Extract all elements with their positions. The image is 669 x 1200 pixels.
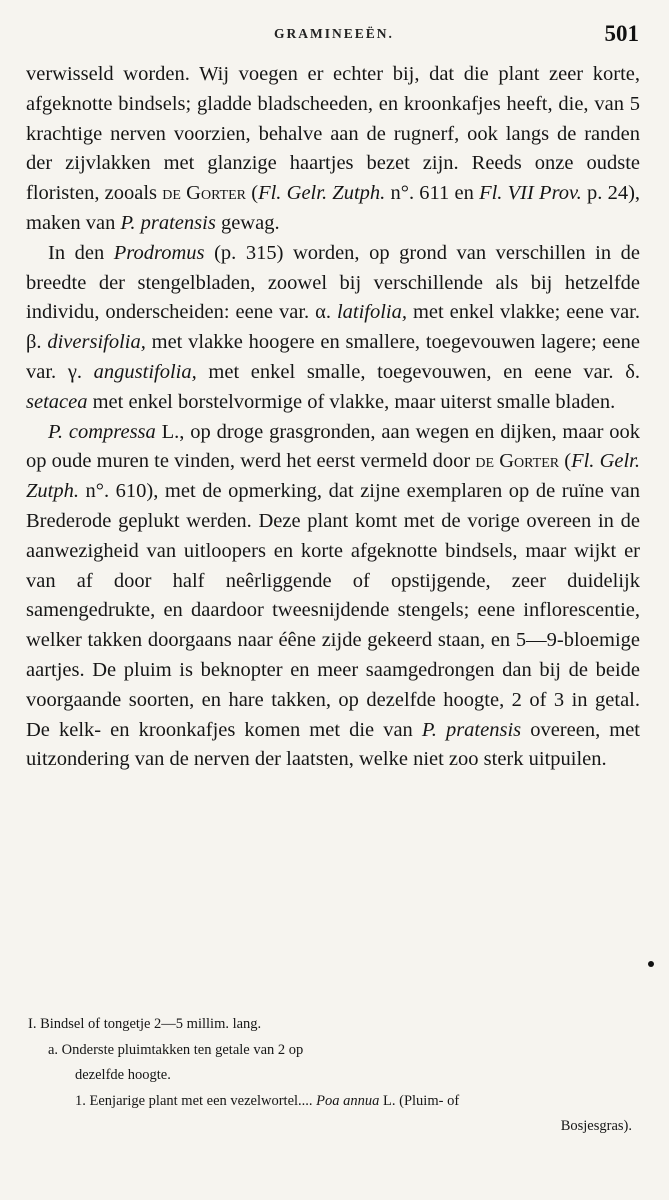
paragraph-segment: Prodromus xyxy=(113,241,205,264)
paragraph-segment: latifolia, xyxy=(336,301,407,324)
paragraph-segment: met enkel smalle, toegevouwen, en eene var. δ. xyxy=(196,360,640,383)
paragraph-segment: Fl. VII Prov. xyxy=(479,182,582,205)
paragraph-p1 xyxy=(26,60,640,239)
paragraph-segment: L., op droge grasgronden, aan wegen en dijken, maar ook op oude muren te vinden, werd het eerst vermeld door xyxy=(26,420,640,473)
paragraph-p2 xyxy=(26,239,640,418)
paragraph-segment: In den xyxy=(48,241,114,264)
page-number: 501 xyxy=(604,21,639,46)
identification-key xyxy=(28,1012,640,1140)
paragraph-segment: P. pratensis xyxy=(421,718,522,741)
key-line-3: dezelfde hoogte. xyxy=(75,1067,171,1083)
paragraph-segment: Fl. Gelr. Zutph. xyxy=(258,182,386,205)
paragraph-segment: p. 24), maken van xyxy=(26,182,641,234)
paragraph-segment: diversifolia, xyxy=(47,331,146,354)
ink-speck xyxy=(648,961,654,967)
running-head: GRAMINEEËN. xyxy=(274,26,394,41)
key-line-2: a. Onderste pluimtakken ten getale van 2 op xyxy=(48,1041,304,1058)
key-line-4 xyxy=(28,1089,640,1115)
paragraph-segment: verwisseld worden. Wij voegen er echter bij, dat die plant zeer korte, afgeknotte bindsels; gladde bladscheeden, en kroonkafjes heeft, die, van 5 krachtige nerven voorzien, behalve aan de rugnerf, ook langs de randen der zijvlakken met glanzige haartjes bezet zijn. Reeds onze oudste floristen, zooals xyxy=(26,63,640,205)
paragraph-segment: n°. 611 en xyxy=(385,182,480,205)
paragraph-p3 xyxy=(26,418,640,776)
paragraph-segment: overeen, met uitzondering van de nerven der laatsten, welke niet zoo sterk uitpuilen. xyxy=(26,718,640,771)
paragraph-segment: (p. 315) worden, op grond van verschillen in de breedte der stengelbladen, zoowel bij verschillende als bij hetzelfde individu, onderscheiden: eene var. α. xyxy=(26,241,640,324)
paragraph-segment: ( xyxy=(246,182,259,205)
page-header xyxy=(0,20,669,50)
body-text xyxy=(26,60,640,775)
key-line-4-rest: L. (Pluim- of xyxy=(379,1092,460,1109)
paragraph-segment: P. compressa xyxy=(48,420,156,443)
key-line-5: Bosjesgras). xyxy=(560,1118,632,1134)
paragraph-segment: ( xyxy=(559,450,572,473)
paragraph-segment: setacea xyxy=(26,390,88,413)
paragraph-segment: de Gorter xyxy=(162,182,247,205)
paragraph-segment: gewag. xyxy=(215,211,280,234)
paragraph-segment: de Gorter xyxy=(475,450,560,473)
paragraph-segment: n°. 610), met de opmerking, dat zijne exemplaren op de ruïne van Brederode geplukt werden. Deze plant komt met de vorige overeen in de aanwezigheid van uitloopers en korte afgeknotte bindsels, maar wijkt er van af door half neêrliggende of opstijgende, zeer duidelijk samengedrukte, en daardoor tweesnijdende stengels; eene inflorescentie, welker takken doorgaans naar éêne zijde gekeerd staan, en 5—9-bloemige aartjes. De pluim is beknopter en meer saamgedrongen dan bij de beide voorgaande soorten, en hare takken, op dezelfde hoogte, 2 of 3 in getal. De kelk- en kroonkafjes komen met die van xyxy=(26,480,640,741)
paragraph-segment: P. pratensis xyxy=(120,211,216,234)
key-line-1: I. Bindsel of tongetje 2—5 millim. lang. xyxy=(28,1016,262,1032)
paragraph-segment: met enkel borstelvormige of vlakke, maar uiterst smalle bladen. xyxy=(87,390,616,413)
key-line-4-text: 1. Eenjarige plant met een vezelwortel.... xyxy=(75,1092,313,1109)
paragraph-segment: Fl. Gelr. Zutph. xyxy=(26,450,641,503)
key-species-name: Poa annua xyxy=(316,1092,380,1109)
paragraph-segment: angustifolia, xyxy=(93,360,197,383)
paragraph-segment: met vlakke hoogere en smallere, toegevouwen lagere; eene var. γ. xyxy=(26,331,640,383)
paragraph-segment: met enkel vlakke; eene var. β. xyxy=(26,301,640,354)
